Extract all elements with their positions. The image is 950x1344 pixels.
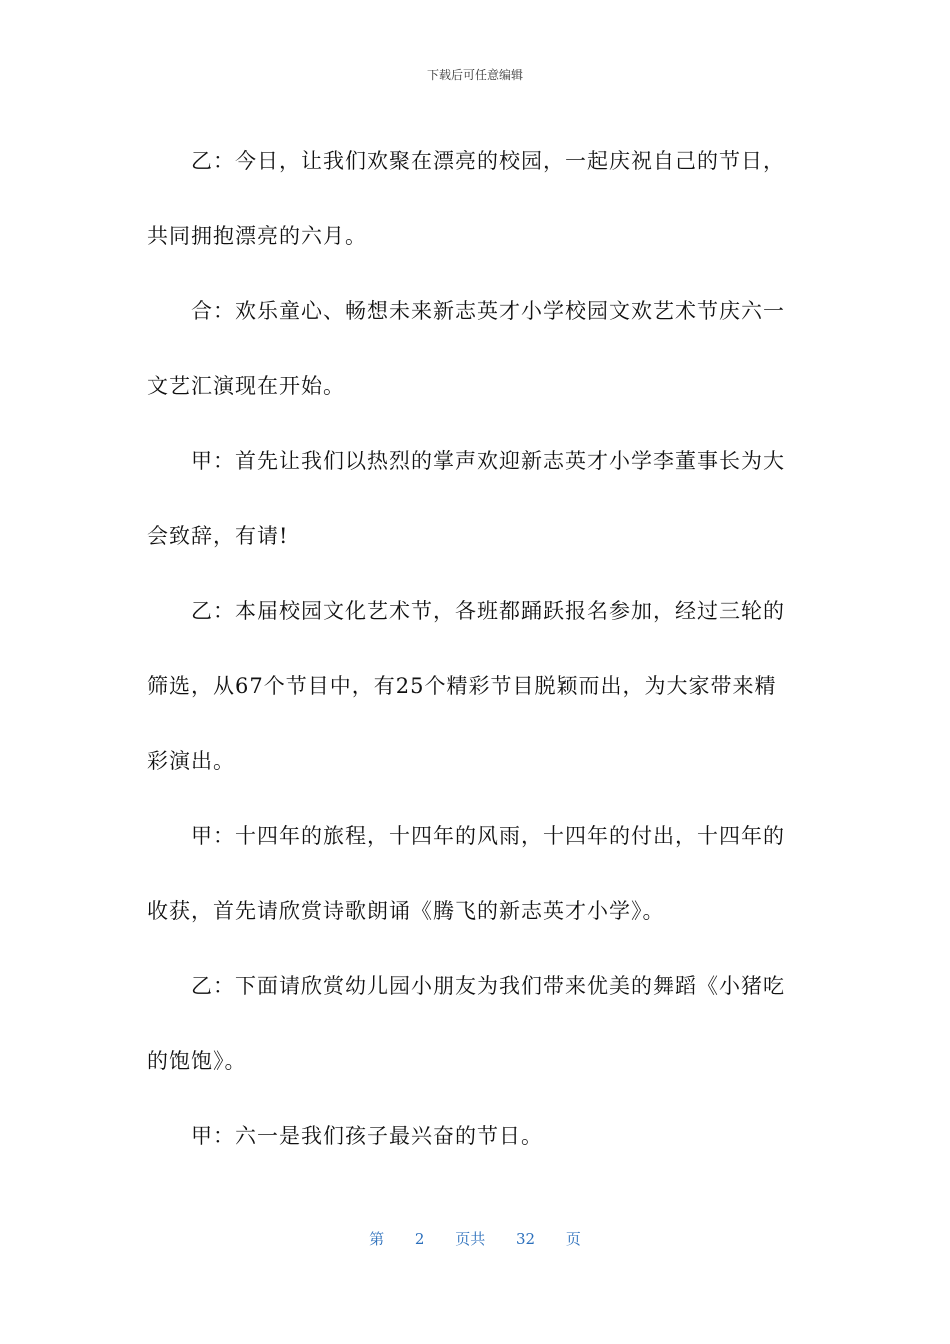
paragraph: 乙：下面请欣赏幼儿园小朋友为我们带来优美的舞蹈《小猪吃的饱饱》。	[147, 974, 785, 1073]
footer-prefix: 第	[369, 1230, 385, 1248]
paragraph: 甲：首先让我们以热烈的掌声欢迎新志英才小学李董事长为大会致辞，有请!	[147, 449, 785, 548]
page-header-note: 下载后可任意编辑	[426, 68, 523, 82]
paragraph: 合：欢乐童心、畅想未来新志英才小学校园文欢艺术节庆六一文艺汇演现在开始。	[147, 299, 785, 398]
paragraph: 乙：本届校园文化艺术节，各班都踊跃报名参加，经过三轮的筛选，从67个节目中，有25个精彩节目脱颖而出，为大家带来精彩演出。	[147, 599, 785, 773]
footer-current-page: 2	[414, 1230, 425, 1248]
footer-suffix: 页	[565, 1230, 581, 1248]
paragraph: 乙：今日，让我们欢聚在漂亮的校园，一起庆祝自己的节日，共同拥抱漂亮的六月。	[147, 149, 785, 248]
footer-total-pages: 32	[516, 1230, 536, 1248]
paragraph: 甲：十四年的旅程，十四年的风雨，十四年的付出，十四年的收获，首先请欣赏诗歌朗诵《腾飞的新志英才小学》。	[147, 824, 785, 923]
page-footer	[0, 1228, 950, 1249]
paragraph: 甲：六一是我们孩子最兴奋的节日。	[191, 1124, 543, 1148]
footer-middle: 页共	[455, 1230, 486, 1248]
document-body	[147, 124, 797, 1174]
